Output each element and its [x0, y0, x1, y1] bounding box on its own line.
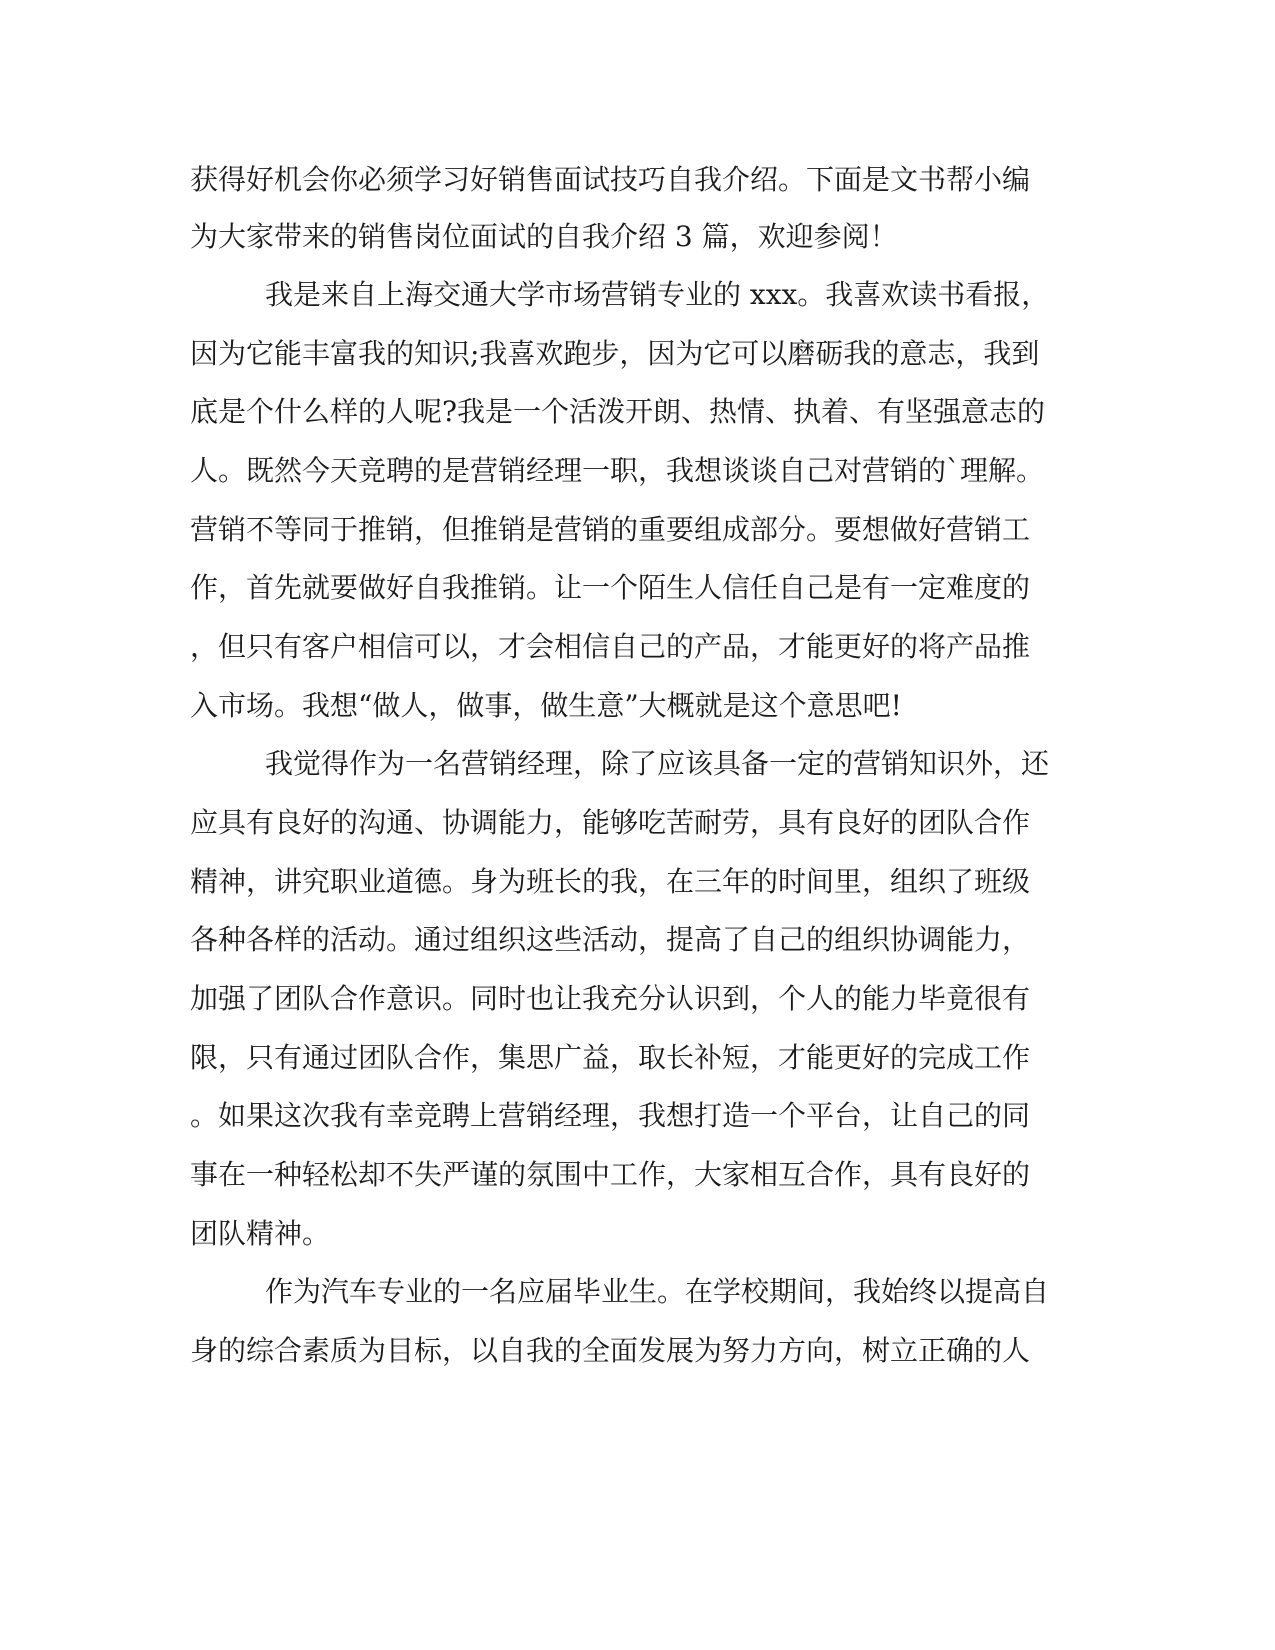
p2-line-6: 限，只有通过团队合作，集思广益，取长补短，才能更好的完成工作 — [190, 1041, 1031, 1074]
p1-line-2: 因为它能丰富我的知识;我喜欢跑步，因为它可以磨砺我的意志，我到 — [190, 337, 1040, 370]
p3-line-1: 作为汽车专业的一名应届毕业生。在学校期间，我始终以提高自 — [265, 1275, 1050, 1308]
p2-line-8: 事在一种轻松却不失严谨的氛围中工作，大家相互合作，具有良好的 — [190, 1158, 1031, 1191]
p2-line-1: 我觉得作为一名营销经理，除了应该具备一定的营销知识外，还 — [265, 747, 1050, 780]
p1-line-8: 入市场。我想“做人，做事，做生意”大概就是这个意思吧! — [190, 689, 902, 722]
p1-line-6: 作，首先就要做好自我推销。让一个陌生人信任自己是有一定难度的 — [190, 571, 1031, 604]
p2-line-7: 。如果这次我有幸竞聘上营销经理，我想打造一个平台，让自己的同 — [190, 1099, 1031, 1132]
p2-line-4: 各种各样的活动。通过组织这些活动，提高了自己的组织协调能力， — [190, 923, 1031, 956]
p2-line-2: 应具有良好的沟通、协调能力，能够吃苦耐劳，具有良好的团队合作 — [190, 806, 1031, 839]
p1-line-4: 人。既然今天竞聘的是营销经理一职，我想谈谈自己对营销的`理解。 — [190, 454, 1045, 487]
p2-line-5: 加强了团队合作意识。同时也让我充分认识到，个人的能力毕竟很有 — [190, 982, 1031, 1015]
intro-line-2: 为大家带来的销售岗位面试的自我介绍 3 篇，欢迎参阅！ — [190, 220, 898, 253]
p2-line-9: 团队精神。 — [190, 1217, 331, 1250]
p1-line-1: 我是来自上海交通大学市场营销专业的 xxx。我喜欢读书看报， — [265, 278, 1050, 311]
intro-line-1: 获得好机会你必须学习好销售面试技巧自我介绍。下面是文书帮小编 — [190, 163, 1031, 196]
p3-line-2: 身的综合素质为目标，以自我的全面发展为努力方向，树立正确的人 — [190, 1334, 1031, 1367]
p1-line-3: 底是个什么样的人呢?我是一个活泼开朗、热情、执着、有坚强意志的 — [190, 395, 1046, 428]
p2-line-3: 精神，讲究职业道德。身为班长的我，在三年的时间里，组织了班级 — [190, 865, 1031, 898]
p1-line-7: ，但只有客户相信可以，才会相信自己的产品，才能更好的将产品推 — [190, 630, 1031, 663]
p1-line-5: 营销不等同于推销，但推销是营销的重要组成部分。要想做好营销工 — [190, 513, 1031, 546]
